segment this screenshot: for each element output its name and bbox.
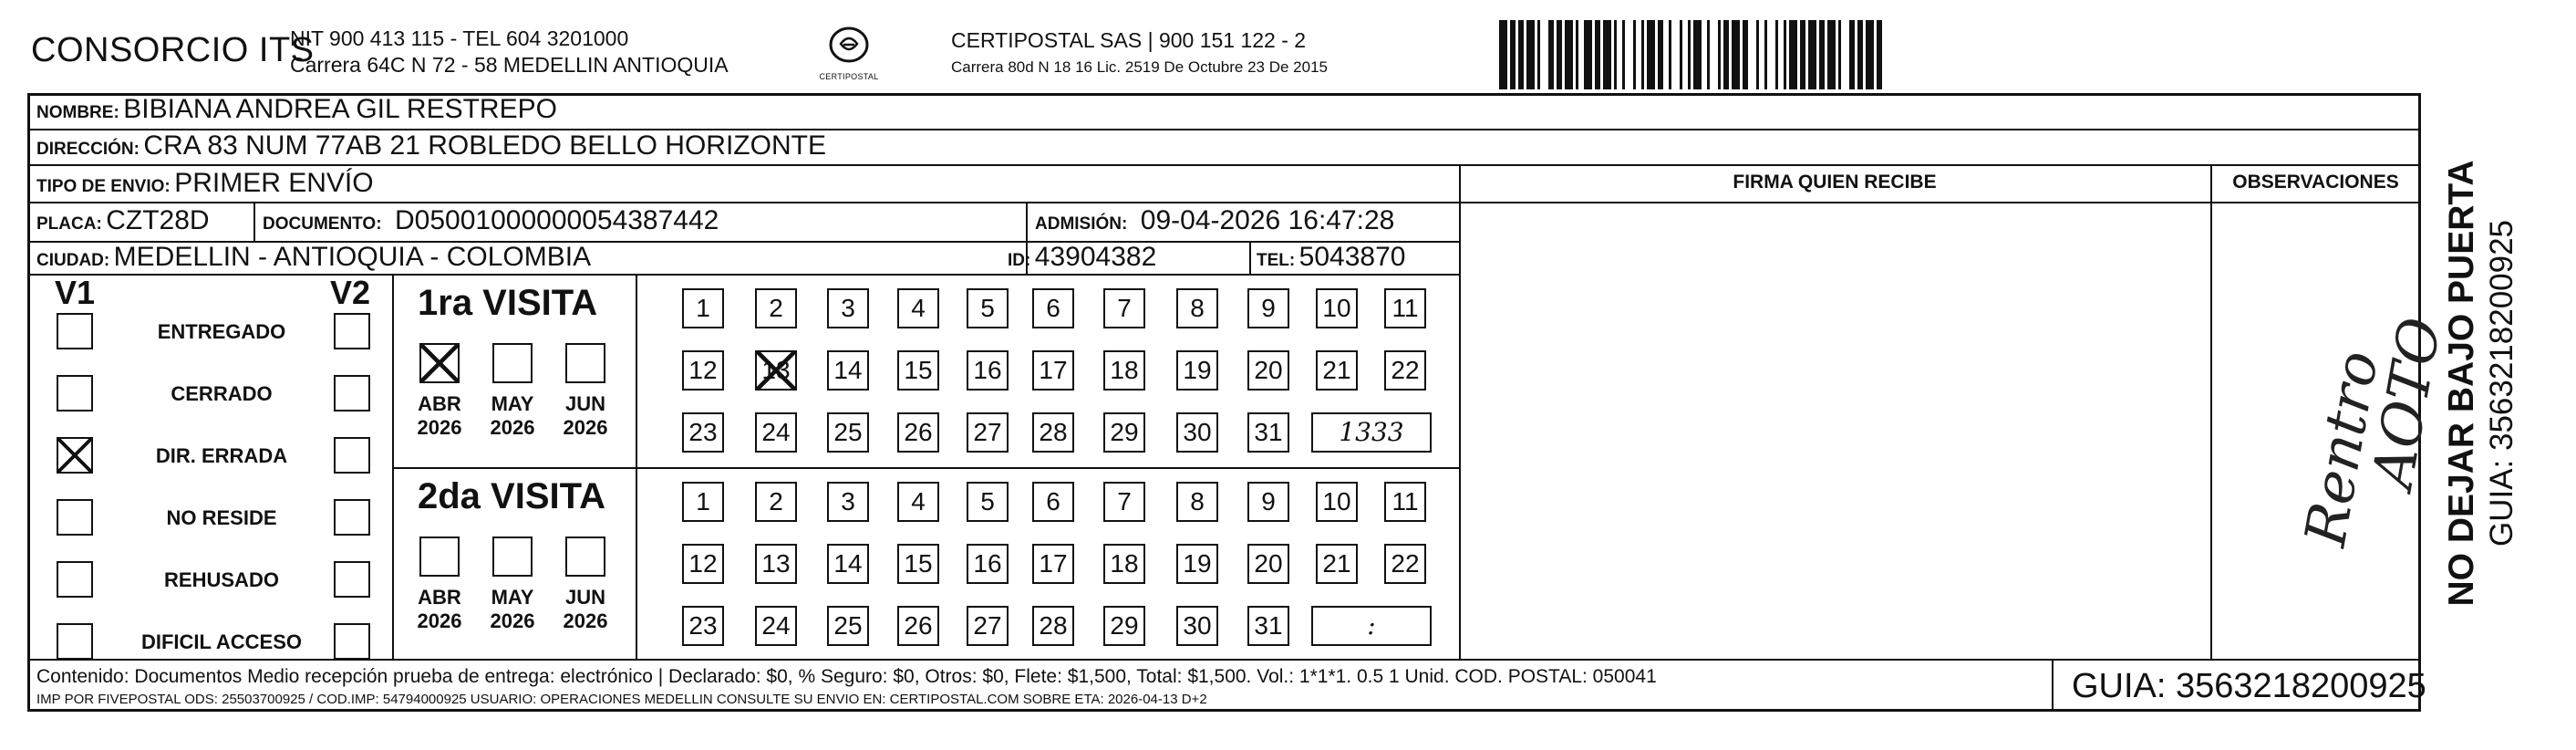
tel-value: 5043870 (1298, 242, 1406, 272)
carrier-address-line: Carrera 80d N 18 16 Lic. 2519 De Octubre 23 De 2015 (951, 58, 1328, 76)
day-box[interactable]: 28 (1032, 412, 1074, 453)
day-box[interactable]: 10 (1316, 288, 1358, 328)
month-year: 2026 (417, 609, 462, 632)
nombre-label: NOMBRE: (36, 103, 119, 122)
day-box[interactable]: 4 (897, 288, 939, 328)
day-box[interactable]: 3 (827, 482, 869, 522)
status-v1-checkbox[interactable] (57, 437, 93, 474)
status-label: CERRADO (171, 382, 273, 405)
obs-handwriting-1: Rentro (2291, 346, 2392, 551)
month-year: 2026 (563, 609, 608, 632)
status-label: ENTREGADO (157, 320, 286, 343)
month-checkbox[interactable] (565, 536, 605, 577)
ciudad-value: MEDELLIN - ANTIOQUIA - COLOMBIA (113, 242, 592, 272)
day-box[interactable]: 21 (1316, 544, 1358, 584)
day-box[interactable]: 17 (1032, 544, 1074, 584)
status-label: DIFICIL ACCESO (140, 630, 302, 653)
month-name: ABR (418, 586, 461, 609)
day-box[interactable]: 20 (1247, 544, 1289, 584)
day-box[interactable]: 18 (1103, 544, 1145, 584)
month-checkbox[interactable] (419, 343, 460, 383)
day-box[interactable]: 2 (755, 288, 797, 328)
footer-content-line: Contenido: Documentos Medio recepción prueba de entrega: electrónico | Declarado: $0, % Seguro: $0, Otros: $0, Flete: $1,500, Total: $1,500. Vol.: 1*1*1. 0.5 1 Unid. COD. POSTAL: 050041 (36, 666, 1657, 687)
carrier-info (951, 27, 1328, 80)
placa-label: PLACA: (36, 214, 102, 234)
tipo-envio-label: TIPO DE ENVIO: (36, 177, 171, 196)
day-box[interactable]: 15 (897, 350, 939, 391)
direccion-label: DIRECCIÓN: (36, 140, 140, 159)
v1-header: V1 (55, 274, 96, 311)
day-box[interactable]: 19 (1176, 544, 1218, 584)
day-box[interactable]: 6 (1032, 482, 1074, 522)
certipostal-logo (808, 26, 890, 84)
month-year: 2026 (563, 416, 608, 439)
day-box[interactable]: 1 (682, 482, 724, 522)
tel-field (1257, 242, 1405, 273)
day-box[interactable]: 12 (682, 350, 724, 391)
tipo-envio-value: PRIMER ENVÍO (174, 168, 374, 198)
id-field (1008, 242, 1156, 273)
month-label (414, 392, 465, 440)
visit-title: 1ra VISITA (418, 283, 598, 323)
status-v2-checkbox[interactable] (334, 313, 370, 349)
admision-label: ADMISIÓN: (1035, 214, 1128, 234)
month-checkbox[interactable] (492, 536, 533, 577)
month-name: MAY (491, 392, 534, 415)
day-box[interactable]: 5 (967, 482, 1009, 522)
carrier-nit-line: CERTIPOSTAL SAS | 900 151 122 - 2 (951, 28, 1307, 52)
documento-value: D05001000000054387442 (395, 205, 719, 235)
placa-value: CZT28D (106, 205, 210, 235)
day-box[interactable]: 30 (1176, 412, 1218, 453)
day-box[interactable]: 9 (1247, 288, 1289, 328)
day-box[interactable]: 2 (755, 482, 797, 522)
barcode (1499, 20, 2210, 89)
day-box[interactable]: 7 (1103, 482, 1145, 522)
day-box[interactable]: 11 (1384, 482, 1426, 522)
day-box[interactable]: 13 (755, 350, 797, 391)
status-v1-checkbox[interactable] (57, 561, 93, 598)
status-v1-checkbox[interactable] (57, 499, 93, 536)
obs-handwriting-2: AOTO (2358, 312, 2455, 494)
day-box[interactable]: 23 (682, 412, 724, 453)
day-box[interactable]: 31 (1247, 606, 1289, 646)
tel-label: TEL: (1257, 251, 1296, 270)
day-box[interactable]: 12 (682, 544, 724, 584)
month-name: ABR (418, 392, 461, 415)
day-box[interactable]: 27 (967, 412, 1009, 453)
month-label (487, 392, 538, 440)
day-box[interactable]: 27 (967, 606, 1009, 646)
day-box[interactable]: 15 (897, 544, 939, 584)
footer-print-line: IMP POR FIVEPOSTAL ODS: 25503700925 / COD.IMP: 54794000925 USUARIO: OPERACIONES MEDELLIN CONSULTE SU ENVIO EN: CERTIPOSTAL.COM SOBRE ETA: 2026-04-13 D+2 (36, 692, 1207, 707)
status-label: REHUSADO (164, 568, 279, 591)
day-box[interactable]: 8 (1176, 288, 1218, 328)
day-box[interactable]: 24 (755, 412, 797, 453)
month-checkbox[interactable] (419, 536, 460, 577)
day-box[interactable]: 8 (1176, 482, 1218, 522)
visit-title: 2da VISITA (418, 476, 605, 516)
day-box[interactable]: 23 (682, 606, 724, 646)
day-box[interactable]: 25 (827, 606, 869, 646)
side-guia: GUIA: 3563218200925 (2484, 219, 2519, 547)
id-value: 43904382 (1034, 242, 1157, 272)
status-v2-checkbox[interactable] (334, 623, 370, 660)
day-box[interactable]: 3 (827, 288, 869, 328)
day-box[interactable]: 5 (967, 288, 1009, 328)
month-year: 2026 (490, 416, 535, 439)
day-box[interactable]: 28 (1032, 606, 1074, 646)
status-v2-checkbox[interactable] (334, 375, 370, 411)
observaciones-header: OBSERVACIONES (2232, 172, 2399, 193)
documento-field (263, 205, 719, 236)
visit-time-box[interactable]: : (1311, 606, 1432, 646)
admision-field (1035, 205, 1394, 236)
day-box[interactable]: 26 (897, 606, 939, 646)
status-v1-checkbox[interactable] (57, 375, 93, 411)
day-box[interactable]: 4 (897, 482, 939, 522)
side-notice (2442, 160, 2522, 606)
day-box[interactable]: 22 (1384, 544, 1426, 584)
month-label (560, 392, 611, 440)
day-box[interactable]: 16 (967, 350, 1009, 391)
month-label (560, 586, 611, 633)
status-v1-checkbox[interactable] (57, 313, 93, 349)
direccion-value: CRA 83 NUM 77AB 21 ROBLEDO BELLO HORIZONTE (143, 130, 826, 161)
month-label (487, 586, 538, 633)
side-warning: NO DEJAR BAJO PUERTA (2442, 160, 2481, 607)
direccion-field (36, 130, 826, 161)
day-box[interactable]: 7 (1103, 288, 1145, 328)
company-nit-line: NIT 900 413 115 - TEL 604 3201000 (290, 26, 629, 50)
month-label (414, 586, 465, 633)
firma-header: FIRMA QUIEN RECIBE (1733, 172, 1937, 193)
day-box[interactable]: 26 (897, 412, 939, 453)
day-box[interactable]: 17 (1032, 350, 1074, 391)
day-box[interactable]: 29 (1103, 606, 1145, 646)
month-name: MAY (491, 586, 534, 609)
tipo-envio-field (36, 168, 374, 199)
certipostal-logo-icon (827, 26, 871, 66)
status-label: DIR. ERRADA (155, 444, 288, 467)
day-box[interactable]: 31 (1247, 412, 1289, 453)
visit-time-box[interactable]: 1333 (1311, 412, 1432, 453)
day-box[interactable]: 13 (755, 544, 797, 584)
documento-label: DOCUMENTO: (263, 214, 382, 234)
day-box[interactable]: 14 (827, 350, 869, 391)
day-box[interactable]: 29 (1103, 412, 1145, 453)
day-box[interactable]: 9 (1247, 482, 1289, 522)
status-v2-checkbox[interactable] (334, 499, 370, 536)
footer-guia: GUIA: 3563218200925 (2072, 667, 2426, 705)
placa-field (36, 205, 210, 236)
id-label: ID: (1008, 251, 1031, 270)
day-box[interactable]: 24 (755, 606, 797, 646)
ciudad-field (36, 242, 591, 273)
nombre-field (36, 94, 557, 125)
day-box[interactable]: 18 (1103, 350, 1145, 391)
day-box[interactable]: 22 (1384, 350, 1426, 391)
day-box[interactable]: 30 (1176, 606, 1218, 646)
company-name: CONSORCIO ITS (31, 31, 315, 69)
month-checkbox[interactable] (492, 343, 533, 383)
day-box[interactable]: 11 (1384, 288, 1426, 328)
month-name: JUN (564, 392, 605, 415)
month-year: 2026 (490, 609, 535, 632)
ciudad-label: CIUDAD: (36, 251, 110, 270)
day-box[interactable]: 20 (1247, 350, 1289, 391)
day-box[interactable]: 16 (967, 544, 1009, 584)
company-address-line: Carrera 64C N 72 - 58 MEDELLIN ANTIOQUIA (290, 53, 729, 77)
status-v2-checkbox[interactable] (334, 561, 370, 598)
day-box[interactable]: 19 (1176, 350, 1218, 391)
month-name: JUN (564, 586, 605, 609)
status-v1-checkbox[interactable] (57, 623, 93, 660)
day-box[interactable]: 25 (827, 412, 869, 453)
month-checkbox[interactable] (565, 343, 605, 383)
admision-value: 09-04-2026 16:47:28 (1140, 205, 1395, 235)
month-year: 2026 (417, 416, 462, 439)
status-v2-checkbox[interactable] (334, 437, 370, 474)
day-box[interactable]: 1 (682, 288, 724, 328)
day-box[interactable]: 14 (827, 544, 869, 584)
day-box[interactable]: 10 (1316, 482, 1358, 522)
v2-header: V2 (330, 274, 371, 311)
nombre-value: BIBIANA ANDREA GIL RESTREPO (123, 94, 557, 124)
day-box[interactable]: 21 (1316, 350, 1358, 391)
status-label: NO RESIDE (166, 506, 277, 529)
company-info (290, 26, 729, 78)
day-box[interactable]: 6 (1032, 288, 1074, 328)
logo-caption: CERTIPOSTAL (819, 72, 879, 81)
